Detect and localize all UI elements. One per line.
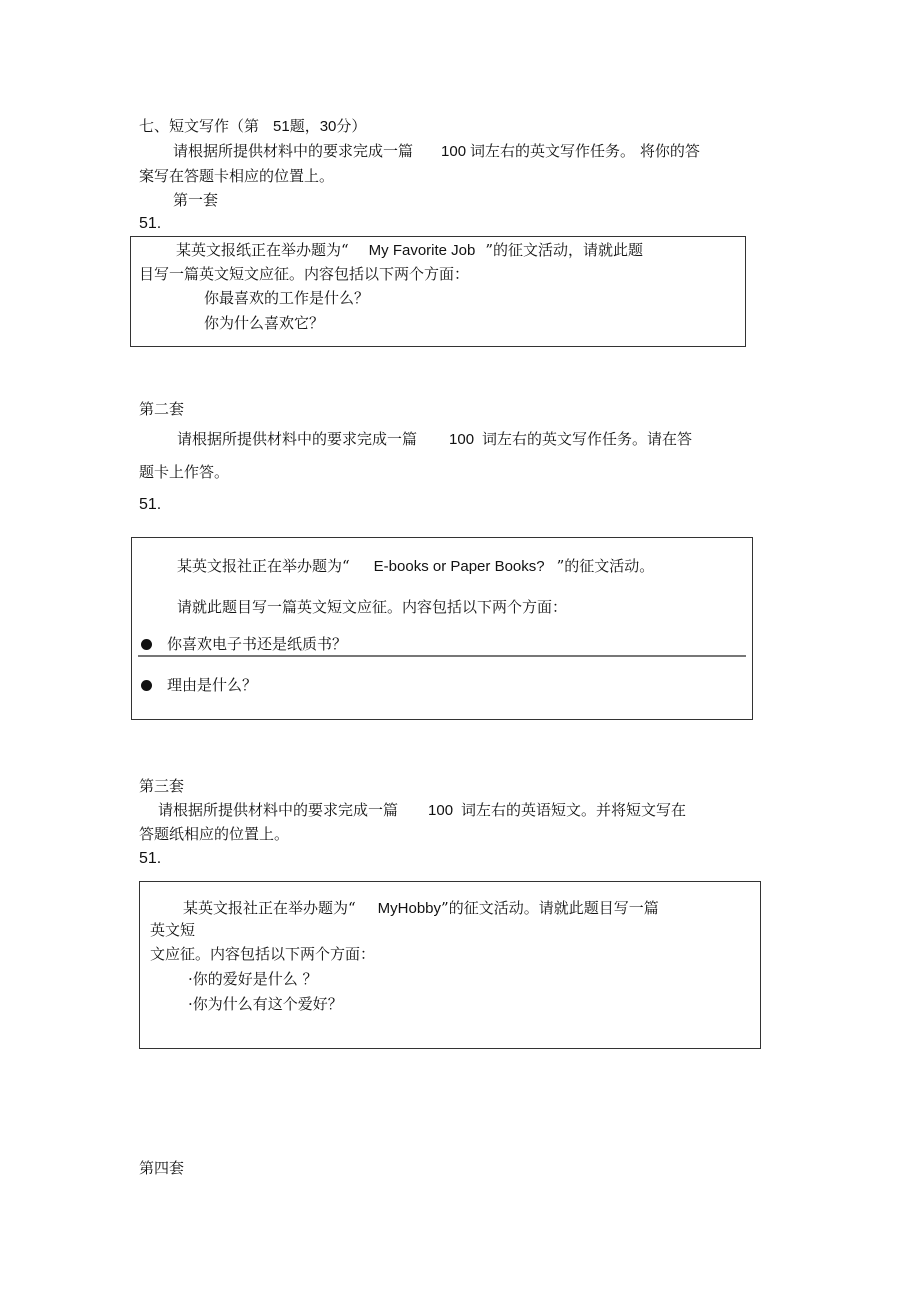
- set2-point-2: 理由是什么？: [167, 676, 258, 694]
- section-instruction-cont: 案写在答题卡相应的位置上。: [139, 167, 335, 185]
- set1-prompt-line1: [176, 240, 643, 261]
- set3-instruction-a: 请根据所提供材料中的要求完成一篇: [158, 801, 399, 819]
- section-heading: [139, 116, 366, 137]
- set2-topic: E-books or Paper Books?: [373, 558, 545, 575]
- set1-title: 第一套: [173, 191, 219, 209]
- set1-prompt-b: ”的征文活动，请就此题: [485, 241, 644, 259]
- set3-question-number: 51.: [139, 850, 162, 867]
- set3-prompt-a: 某英文报社正在举办题为“: [183, 899, 356, 917]
- heading-score: 30: [319, 118, 337, 135]
- set4-title: 第四套: [139, 1159, 185, 1177]
- heading-number: 51: [273, 118, 290, 135]
- set1-point-2: 你为什么喜欢它？: [204, 314, 325, 332]
- set2-title: 第二套: [139, 400, 185, 418]
- bullet-icon: [141, 639, 152, 650]
- set1-prompt-line2: 目写一篇英文短文应征。内容包括以下两个方面：: [139, 265, 470, 283]
- set2-prompt-line2: 请就此题目写一篇英文短文应征。内容包括以下两个方面：: [177, 598, 568, 616]
- heading-end: 分）: [336, 117, 367, 135]
- heading-text: 七、短文写作（第: [139, 117, 260, 135]
- set3-topic: MyHobby: [377, 900, 442, 917]
- set2-prompt-b: ”的征文活动。: [556, 557, 655, 575]
- set3-instruction: [158, 800, 686, 821]
- set2-prompt-line1: [177, 556, 654, 577]
- set3-prompt-line1: [183, 898, 659, 919]
- set2-instruction-b: 词左右的英文写作任务。请在答: [482, 430, 693, 448]
- instruction-number: 100: [441, 143, 467, 160]
- set3-point-1: ·你的爱好是什么 ？: [188, 970, 318, 988]
- set2-instruction-number: 100: [449, 431, 475, 448]
- set2-question-number: 51.: [139, 496, 162, 513]
- set3-prompt-line2: 英文短: [150, 921, 196, 939]
- set2-instruction-cont: 题卡上作答。: [139, 463, 230, 481]
- set3-instruction-cont: 答题纸相应的位置上。: [139, 825, 290, 843]
- section-instruction: [173, 141, 700, 162]
- instruction-text-a: 请根据所提供材料中的要求完成一篇: [173, 142, 414, 160]
- set3-point-2: ·你为什么有这个爱好？: [188, 995, 343, 1013]
- set2-point-1: 你喜欢电子书还是纸质书？: [167, 635, 348, 653]
- set3-prompt-b: ”的征文活动。请就此题目写一篇: [441, 899, 659, 917]
- set1-question-number: 51.: [139, 215, 162, 232]
- set3-prompt-line3: 文应征。内容包括以下两个方面：: [150, 945, 376, 963]
- set2-instruction-a: 请根据所提供材料中的要求完成一篇: [177, 430, 418, 448]
- set3-instruction-number: 100: [428, 802, 454, 819]
- set1-prompt-a: 某英文报纸正在举办题为“: [176, 241, 349, 259]
- set2-divider: [138, 655, 746, 657]
- set3-title: 第三套: [139, 777, 185, 795]
- instruction-text-b: 词左右的英文写作任务。 将你的答: [470, 142, 700, 160]
- set2-prompt-a: 某英文报社正在举办题为“: [177, 557, 350, 575]
- set2-instruction: [177, 429, 692, 450]
- set1-topic: My Favorite Job: [368, 242, 476, 259]
- heading-mid: 题，: [289, 117, 320, 135]
- set3-instruction-b: 词左右的英语短文。并将短文写在: [461, 801, 687, 819]
- set1-point-1: 你最喜欢的工作是什么？: [204, 289, 370, 307]
- bullet-icon: [141, 680, 152, 691]
